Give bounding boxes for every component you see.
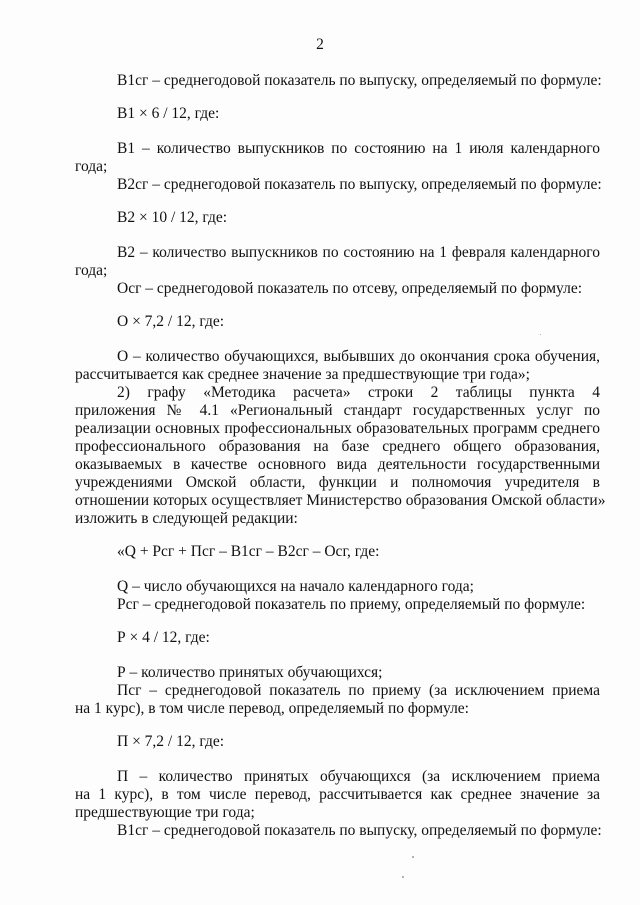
scan-speck [402, 876, 404, 878]
text-line: В1 – количество выпускников по состоянию на 1 июля календарного [117, 140, 600, 157]
text-line: учреждениями Омской области, функции и полномочия учредителя в [75, 474, 600, 491]
text-line: на 1 курс), в том числе перевод, рассчитывается как среднее значение за [75, 786, 600, 803]
formula-line: В2 × 10 / 12, где: [117, 209, 228, 226]
text-line: профессионального образования на базе среднего общего образования, [75, 438, 600, 455]
text-line: оказываемых в качестве основного вида деятельности государственными [75, 456, 600, 473]
formula-line: Р × 4 / 12, где: [117, 629, 210, 646]
text-line: О – количество обучающихся, выбывших до окончания срока обучения, [117, 348, 600, 365]
text-line: изложить в следующей редакции: [75, 510, 298, 527]
text-line: Осг – среднегодовой показатель по отсеву, определяемый по формуле: [117, 280, 583, 297]
text-line: П – количество принятых обучающихся (за исключением приема [117, 768, 600, 785]
formula-line: О × 7,2 / 12, где: [117, 313, 225, 330]
text-line: года; [75, 158, 108, 175]
formula-line: П × 7,2 / 12, где: [117, 733, 225, 750]
text-line: В2 – количество выпускников по состоянию на 1 февраля календарного [117, 244, 600, 261]
text-line: 2) графу «Методика расчета» строки 2 таблицы пункта 4 [117, 384, 600, 401]
text-line: отношении которых осуществляет Министерство образования Омской области» [75, 492, 606, 509]
formula-line: «Q + Рсг + Псг – В1сг – В2сг – Осг, где: [117, 543, 380, 560]
text-line: на 1 курс), в том числе перевод, определяемый по формуле: [75, 700, 469, 717]
text-line: Q – число обучающихся на начало календарного года; [117, 578, 474, 595]
text-line: рассчитывается как среднее значение за предшествующие три года»; [75, 366, 530, 383]
text-line: приложения № 4.1 «Региональный стандарт государственных услуг по [75, 402, 600, 419]
text-line: реализации основных профессиональных образовательных программ среднего [75, 420, 600, 437]
text-line: В1сг – среднегодовой показатель по выпуску, определяемый по формуле: [117, 822, 602, 839]
text-line: предшествующие три года; [75, 804, 255, 821]
page-number: 2 [316, 36, 324, 53]
text-line: Рсг – среднегодовой показатель по приему, определяемый по формуле: [117, 596, 586, 613]
text-line: В2сг – среднегодовой показатель по выпуску, определяемый по формуле: [117, 176, 602, 193]
scan-speck [540, 334, 541, 335]
formula-line: В1 × 6 / 12, где: [117, 105, 220, 122]
scan-speck [412, 856, 414, 858]
text-line: Псг – среднегодовой показатель по приему (за исключением приема [117, 682, 600, 699]
text-line: В1сг – среднегодовой показатель по выпуску, определяемый по формуле: [117, 72, 602, 89]
text-line: года; [75, 262, 108, 279]
text-line: Р – количество принятых обучающихся; [117, 664, 383, 681]
